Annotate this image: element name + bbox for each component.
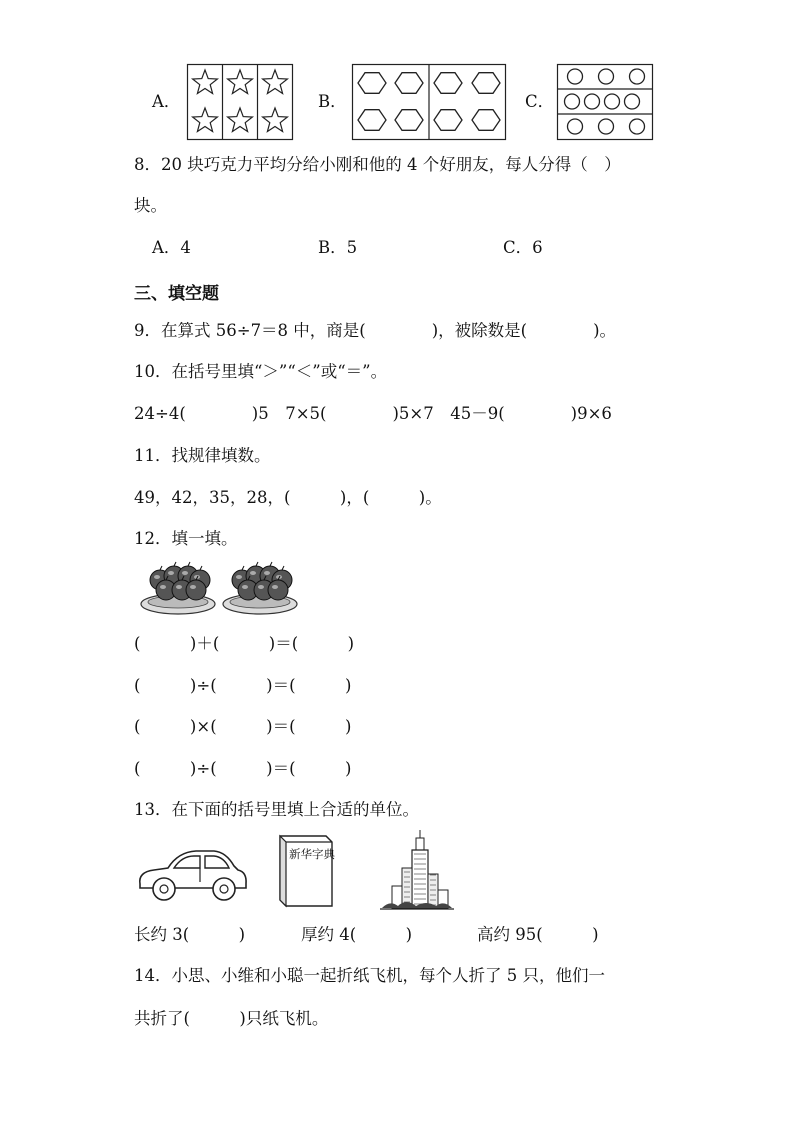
hexagon-icon	[472, 73, 500, 94]
q14-question: 14．小思、小维和小聪一起折纸飞机，每个人折了 5 只，他们一	[134, 966, 605, 985]
q11-sequence: 49，42，35，28，( )，( )。	[134, 488, 442, 507]
building-height-answer: 高约 95( )	[477, 925, 599, 944]
q7-option-c-label: C．	[525, 92, 555, 111]
building-icon	[380, 830, 454, 910]
circle-icon	[585, 94, 600, 109]
q13-question: 13．在下面的括号里填上合适的单位。	[134, 800, 419, 819]
hexagon-icon	[434, 73, 462, 94]
q12-question: 12．填一填。	[134, 529, 238, 548]
q10-question: 10．在括号里填“＞”“＜”或“＝”。	[134, 362, 388, 381]
circle-grid-figure	[557, 64, 653, 140]
q8-question-cont: 块。	[134, 196, 167, 215]
star-icon	[193, 70, 218, 94]
q12-eq-div-2: ( )÷( )＝( )	[134, 759, 352, 778]
hexagon-icon	[472, 110, 500, 131]
star-grid-figure	[187, 64, 293, 140]
q11-question: 11．找规律填数。	[134, 446, 271, 465]
circle-icon	[605, 94, 620, 109]
hexagon-icon	[395, 110, 423, 131]
circle-icon	[630, 119, 645, 134]
q7-option-a-label: A．	[152, 92, 181, 111]
star-icon	[228, 108, 253, 132]
section-title: 三、填空题	[134, 284, 219, 304]
hexagon-grid-figure	[352, 64, 506, 140]
circle-icon	[599, 119, 614, 134]
hexagon-icon	[358, 73, 386, 94]
q7-option-b-label: B．	[318, 92, 347, 111]
circle-icon	[568, 69, 583, 84]
apple-plate-icon	[141, 562, 215, 614]
circle-icon	[625, 94, 640, 109]
star-icon	[228, 70, 253, 94]
circle-icon	[565, 94, 580, 109]
q14-question-cont: 共折了( )只纸飞机。	[134, 1009, 329, 1028]
q8-option-a: A．4	[152, 238, 191, 257]
q12-eq-add: ( )＋( )＝( )	[134, 634, 355, 653]
circle-icon	[568, 119, 583, 134]
hexagon-icon	[434, 110, 462, 131]
q8-option-c: C．6	[503, 238, 543, 257]
hexagon-icon	[395, 73, 423, 94]
q12-eq-mul: ( )×( )＝( )	[134, 717, 352, 736]
dictionary-title: 新华字典	[289, 847, 335, 861]
book-thickness-answer: 厚约 4( )	[301, 925, 413, 944]
star-icon	[263, 70, 288, 94]
circle-icon	[630, 69, 645, 84]
star-icon	[263, 108, 288, 132]
q12-eq-div-1: ( )÷( )＝( )	[134, 676, 352, 695]
q8-option-b: B．5	[318, 238, 358, 257]
apple-plate-icon	[223, 562, 297, 614]
hexagon-icon	[358, 110, 386, 131]
q9-question: 9．在算式 56÷7＝8 中，商是( )，被除数是( )。	[134, 321, 617, 340]
star-icon	[193, 108, 218, 132]
q10-items: 24÷4( )5 7×5( )5×7 45－9( )9×6	[134, 404, 612, 423]
car-icon	[134, 846, 250, 906]
circle-icon	[599, 69, 614, 84]
apple-plates-figure	[140, 562, 300, 618]
car-length-answer: 长约 3( )	[134, 925, 246, 944]
dictionary-icon	[276, 832, 334, 908]
q8-question: 8．20 块巧克力平均分给小刚和他的 4 个好朋友，每人分得（ ）	[134, 155, 621, 174]
